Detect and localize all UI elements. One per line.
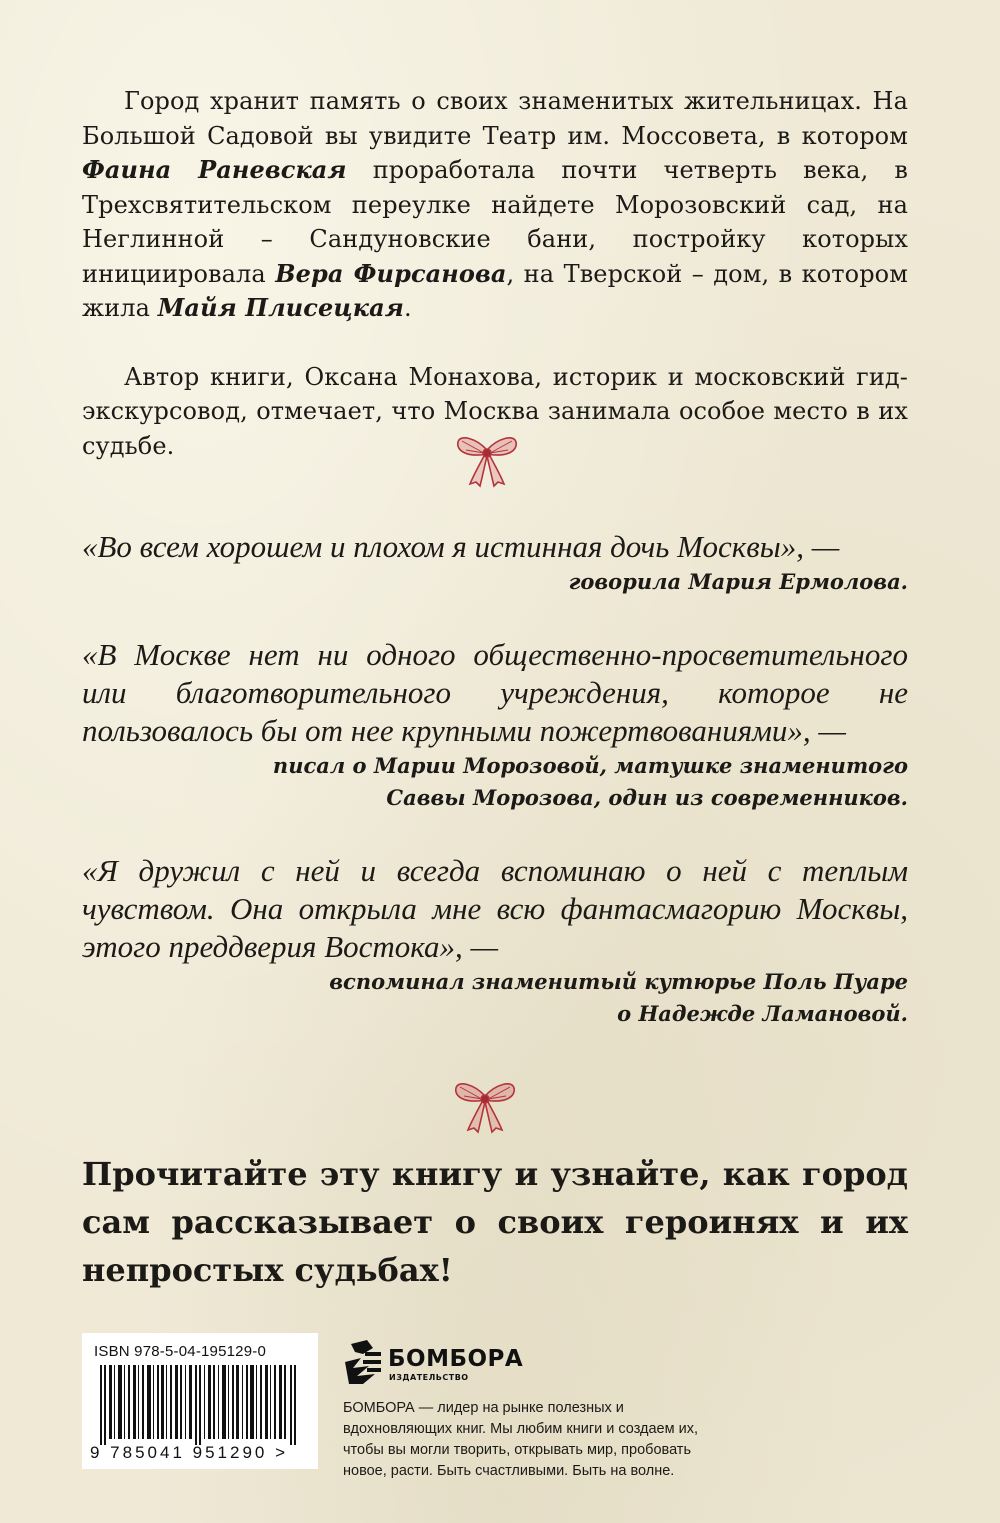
quote-text: «Во всем хорошем и плохом я истинная дочь Москвы», — [82, 529, 840, 564]
intro-paragraph-1: Город хранит память о своих знаменитых жительницах. На Большой Садовой вы увидите Театр им. Моссовета, в котором Фаина Раневская проработала почти четверть века, в Трехсвятительском переулке найдете Морозовский сад, на Неглинной – Сандуновские бани, постройку которых инициировала Вера Фирсанова, на Тверской – дом, в котором жила Майя Плисецкая. [82, 87, 909, 322]
quote-attribution-line-2: о Надежде Ламановой. [617, 1001, 908, 1026]
name-firsanova: Вера Фирсанова [275, 258, 507, 288]
quote-1 [82, 528, 908, 598]
isbn-barcode-box [82, 1333, 318, 1469]
publisher-subtitle: ИЗДАТЕЛЬСТВО [389, 1373, 469, 1382]
isbn-label: ISBN 978-5-04-195129-0 [94, 1343, 267, 1360]
name-ranevskaya: Фаина Раневская [82, 155, 347, 184]
publisher-description: БОМБОРА — лидер на рынке полезных и вдохновляющих книг. Мы любим книги и создаем их, чтобы вы могли творить, открывать мир, пробовать новое, расти. Быть счастливыми. Быть на волне. [343, 1400, 698, 1479]
barcode [100, 1365, 300, 1445]
quote-attribution-line-1: вспоминал знаменитый кутюрье Поль Пуаре [329, 969, 908, 994]
intro-section [82, 84, 908, 463]
publisher-name: БОМБОРА [388, 1346, 524, 1372]
barcode-digits: 9 785041 951290 > [90, 1443, 289, 1462]
quote-attribution-line-1: писал о Марии Морозовой, матушке знаменитого [272, 753, 908, 778]
bow-icon [450, 1074, 520, 1134]
bow-icon [452, 428, 522, 488]
quote-attribution-line-2: Саввы Морозова, один из современников. [386, 785, 908, 810]
quote-text: «В Москве нет ни одного общественно-просветительного или благотворительного учреждения, которое не пользовалось бы от нее крупными пожертвованиями», — [82, 637, 908, 748]
quote-text: «Я дружил с ней и всегда вспоминаю о ней с теплым чувством. Она открыла мне всю фантасмагорию Москвы, этого преддверия Востока», — [82, 853, 908, 964]
quote-2 [82, 636, 908, 814]
closing-section [82, 1150, 908, 1294]
quote-3 [82, 852, 908, 1030]
intro-paragraph-2: Автор книги, Оксана Монахова, историк и московский гид-экскурсовод, отмечает, что Москва занимала особое место в их судьбе. [82, 362, 908, 460]
quote-attribution: говорила Мария Ермолова. [568, 569, 908, 594]
name-plisetskaya: Майя Плисецкая [157, 293, 404, 322]
closing-text: Прочитайте эту книгу и узнайте, как город сам рассказывает о своих героинях и их непростых судьбах! [82, 1155, 908, 1289]
